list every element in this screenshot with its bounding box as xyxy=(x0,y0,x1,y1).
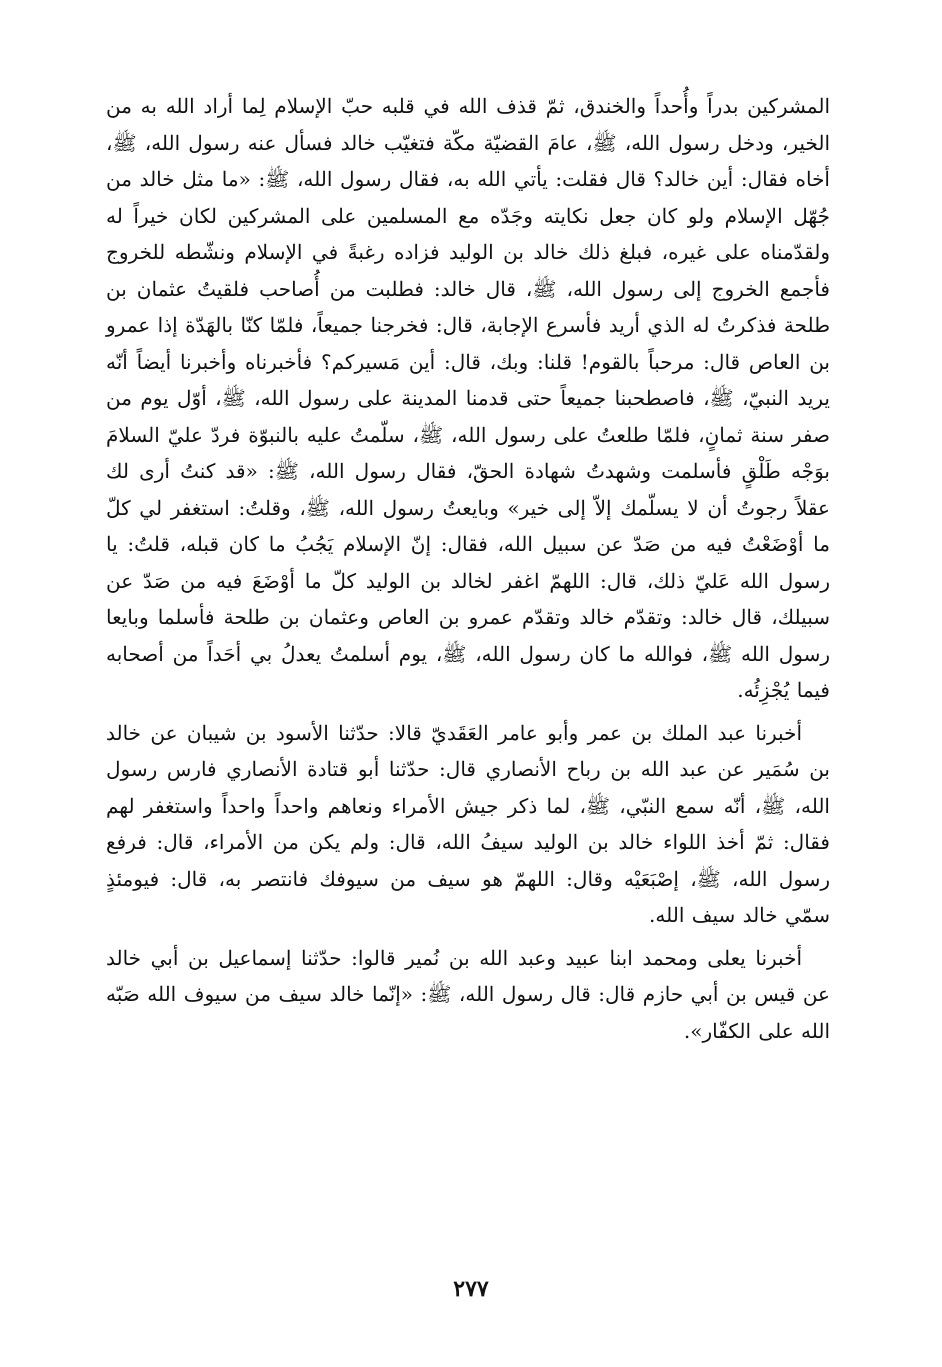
page-number: ٢٧٧ xyxy=(453,1276,489,1302)
page-body xyxy=(106,88,830,1318)
paragraph-khalid-conversion: المشركين بدراً وأُحداً والخندق، ثمّ قذف الله في قلبه حبّ الإسلام لِما أراد الله به من الخير، ودخل رسول الله، ﷺ، عامَ القضيّة مكّة فتغيّب خالد فسأل عنه رسول الله، ﷺ، أخاه فقال: أين خالد؟ قال فقلت: يأتي الله به، فقال رسول الله، ﷺ: «ما مثل خالد من جُهّل الإسلام ولو كان جعل نكايته وجَدّه مع المسلمين على المشركين لكان خيراً له ولقدّمناه على غيره، فبلغ ذلك خالد بن الوليد فزاده رغبةً في الإسلام ونشّطه للخروج فأجمع الخروج إلى رسول الله، ﷺ، قال خالد: فطلبت من أُصاحب فلقيتُ عثمان بن طلحة فذكرتُ له الذي أريد فأسرع الإجابة، قال: فخرجنا جميعاً، فلمّا كنّا بالهَدّة إذا عمرو بن العاص قال: مرحباً بالقوم! قلنا: وبك، قال: أين مَسيركم؟ فأخبرناه وأخبرنا أيضاً أنّه يريد النبيّ، ﷺ، فاصطحبنا جميعاً حتى قدمنا المدينة على رسول الله، ﷺ، أوّل يوم من صفر سنة ثمانٍ، فلمّا طلعتُ على رسول الله، ﷺ، سلّمتُ عليه بالنبوّة فردّ عليّ السلامَ بوَجْه طَلْقٍ فأسلمت وشهدتُ شهادة الحقّ، فقال رسول الله، ﷺ: «قد كنتُ أرى لك عقلاً رجوتُ أن لا يسلّمك إلاّ إلى خير» وبايعتُ رسول الله، ﷺ، وقلتُ: استغفر لي كلّ ما أوْضَعْتُ فيه من صَدّ عن سبيل الله، فقال: إنّ الإسلام يَجُبُ ما كان قبله، قلتُ: يا رسول الله عَليّ ذلك، قال: اللهمّ اغفر لخالد بن الوليد كلّ ما أوْضَعَ فيه من صَدّ عن سبيلك، قال خالد: وتقدّم خالد وتقدّم عمرو بن العاص وعثمان بن طلحة فأسلما وبايعا رسول الله ﷺ، فوالله ما كان رسول الله، ﷺ، يوم أسلمتُ يعدلُ بي أحَداً من أصحابه فيما يُجْزِئُه. xyxy=(106,94,830,702)
paragraph-sword-of-allah-naming: أخبرنا عبد الملك بن عمر وأبو عامر العَقَديّ قالا: حدّثنا الأسود بن شيبان عن خالد بن سُمَير عن عبد الله بن رباح الأنصاري قال: حدّثنا أبو قتادة الأنصاري فارس رسول الله، ﷺ، أنّه سمع النبّي، ﷺ، لما ذكر جيش الأمراء ونعاهم واحداً واحداً واستغفر لهم فقال: ثمّ أخذ اللواء خالد بن الوليد سيفُ الله، قال: ولم يكن من الأمراء، قال: فرفع رسول الله، ﷺ، إصْبَعَيْه وقال: اللهمّ هو سيف من سيوفك فانتصر به، قال: فيومئذٍ سمّي خالد سيف الله. xyxy=(106,720,830,927)
paragraph-sword-of-allah-hadith: أخبرنا يعلى ومحمد ابنا عبيد وعبد الله بن نُمير قالوا: حدّثنا إسماعيل بن أبي خالد عن قيس بن أبي حازم قال: قال رسول الله، ﷺ: «إنّما خالد سيف من سيوف الله صَبّه الله على الكفّار». xyxy=(106,945,830,1043)
